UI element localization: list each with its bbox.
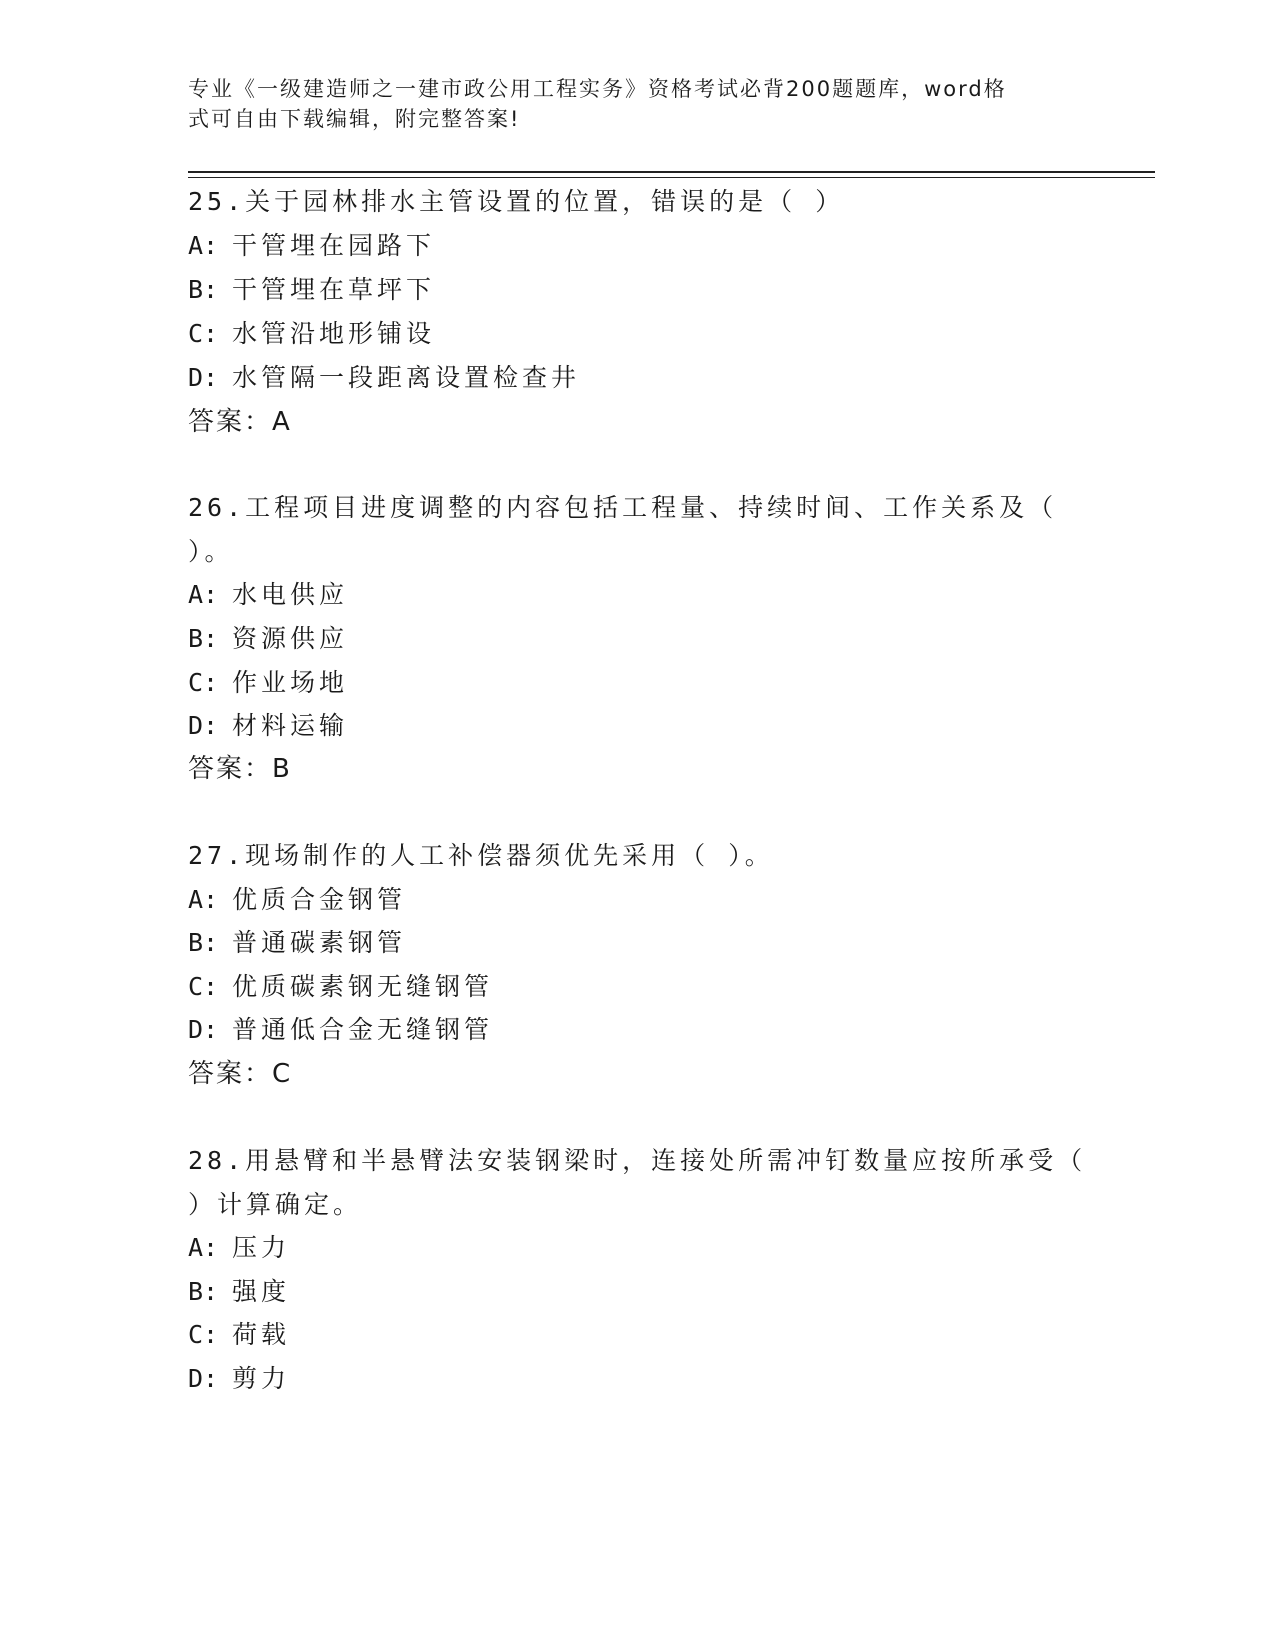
option-letter: A: [188,1233,219,1262]
option-letter: D: [188,363,219,392]
question-26-option-d [188,709,348,743]
option-letter: B: [188,624,219,653]
option-letter: D: [188,711,219,740]
option-letter: D: [188,1364,219,1393]
option-text: 普通碳素钢管 [232,928,407,957]
option-text: 剪力 [232,1364,291,1393]
header-divider-thin [188,177,1155,178]
option-text: 强度 [232,1277,291,1306]
question-26-option-b [188,622,348,656]
question-27-answer: 答案：C [188,1059,293,1089]
question-28-stem-line-2: ）计算确定。 [188,1190,363,1219]
question-25-option-b [188,273,435,307]
option-letter: A: [188,885,219,914]
option-text: 水管沿地形铺设 [232,319,436,348]
option-letter: C: [188,668,219,697]
question-28-option-b [188,1275,290,1309]
option-text: 干管埋在草坪下 [232,275,436,304]
option-text: 荷载 [232,1320,291,1349]
question-28-option-d [188,1362,290,1396]
question-25-answer: 答案：A [188,407,292,437]
option-letter: C: [188,1320,219,1349]
option-letter: C: [188,972,219,1001]
question-28-stem-line-1: 28.用悬臂和半悬臂法安装钢梁时，连接处所需冲钉数量应按所承受（ [188,1146,1087,1175]
option-text: 作业场地 [232,668,349,697]
option-text: 水管隔一段距离设置检查井 [232,363,581,392]
question-26-stem-line-2: ）。 [188,537,234,566]
question-28-option-a [188,1231,290,1265]
document-header-line-1: 专业《一级建造师之一建市政公用工程实务》资格考试必背200题题库，word格 [188,77,1007,101]
option-text: 普通低合金无缝钢管 [232,1015,494,1044]
option-letter: A: [188,580,219,609]
question-27-option-c [188,970,493,1004]
option-letter: D: [188,1015,219,1044]
option-letter: B: [188,928,219,957]
option-text: 资源供应 [232,624,349,653]
question-25-option-c [188,317,435,351]
question-25-option-a [188,229,435,263]
question-28-option-c [188,1318,290,1352]
question-25-option-d [188,361,580,395]
question-25-stem: 25.关于园林排水主管设置的位置，错误的是（ ） [188,187,845,216]
question-27-option-b [188,926,406,960]
option-letter: B: [188,1277,219,1306]
question-26-option-a [188,578,348,612]
option-text: 压力 [232,1233,291,1262]
question-26-stem-line-1: 26.工程项目进度调整的内容包括工程量、持续时间、工作关系及（ [188,493,1058,522]
option-text: 干管埋在园路下 [232,231,436,260]
question-26-answer: 答案：B [188,754,292,784]
question-26-option-c [188,666,348,700]
question-27-option-a [188,883,406,917]
option-letter: A: [188,231,219,260]
option-text: 优质碳素钢无缝钢管 [232,972,494,1001]
header-divider-thick [188,171,1155,173]
option-text: 材料运输 [232,711,349,740]
option-text: 水电供应 [232,580,349,609]
option-letter: C: [188,319,219,348]
question-27-stem: 27.现场制作的人工补偿器须优先采用（ ）。 [188,841,774,870]
document-header-line-2: 式可自由下载编辑，附完整答案! [188,107,521,131]
option-letter: B: [188,275,219,304]
option-text: 优质合金钢管 [232,885,407,914]
question-27-option-d [188,1013,493,1047]
